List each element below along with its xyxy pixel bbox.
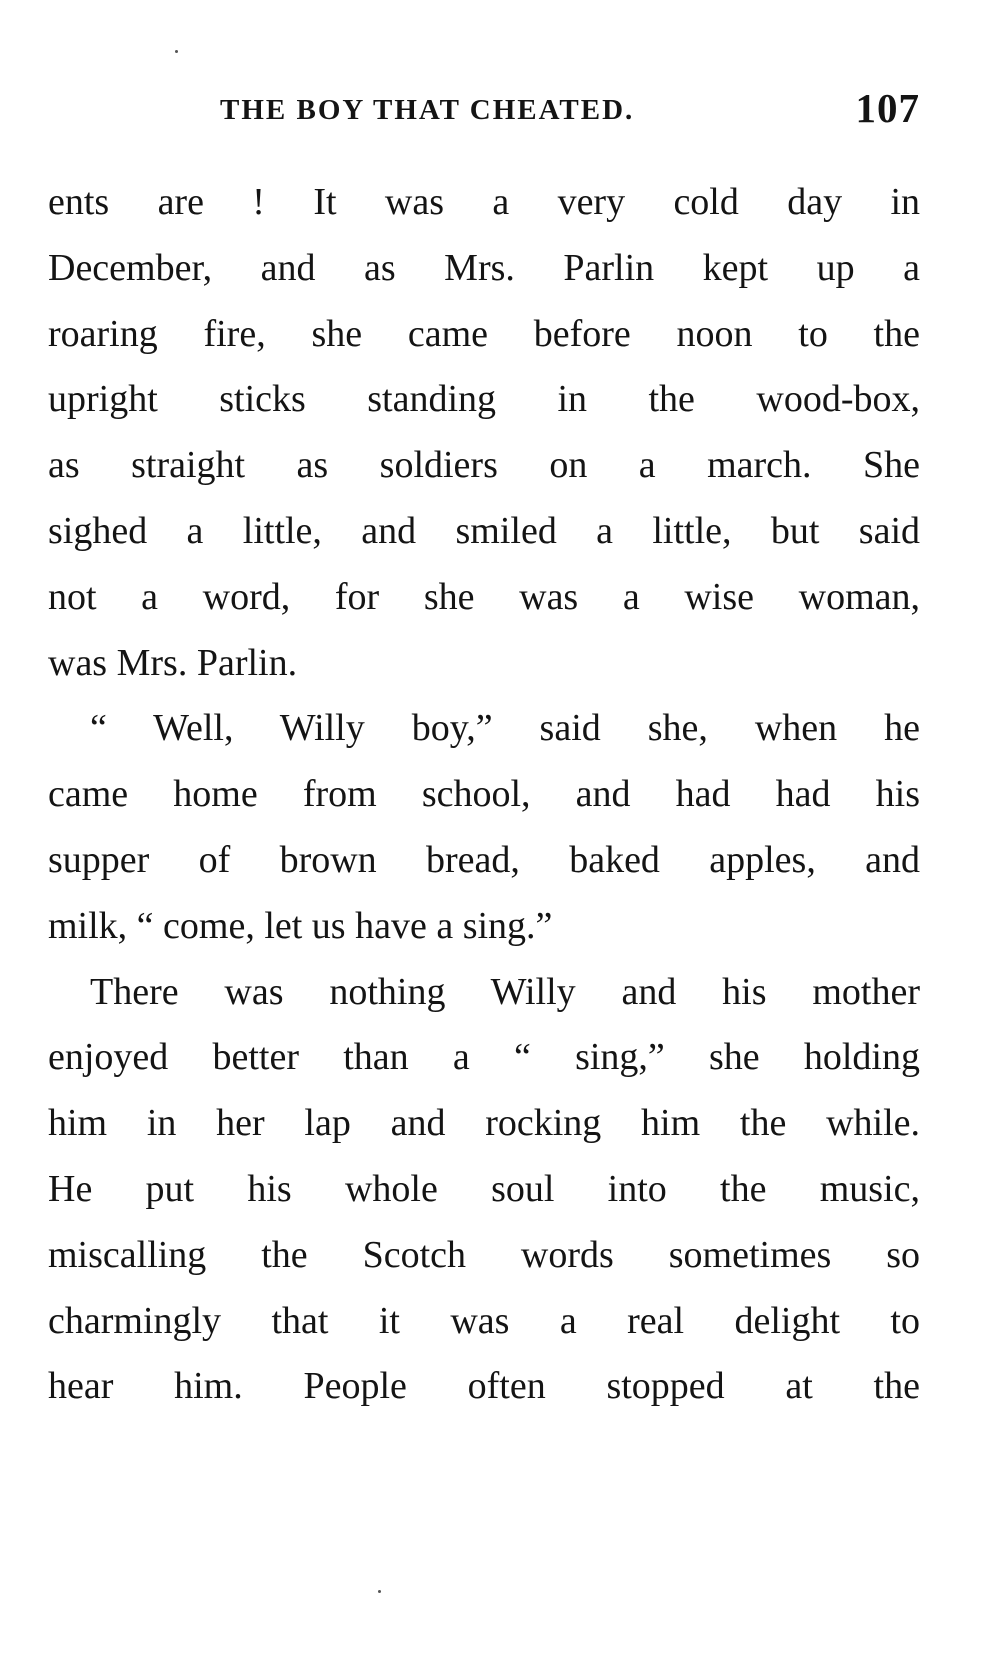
text-line: was Mrs. Parlin. [48, 641, 298, 684]
paragraph-first-line: “ Well, Willy boy,” said she, when he [90, 707, 920, 750]
text-line: as straight as soldiers on a march. She [48, 444, 920, 487]
text-line: upright sticks standing in the wood-box, [48, 378, 920, 421]
text-line: came home from school, and had had his [48, 773, 920, 816]
print-speck [175, 50, 178, 53]
text-line: enjoyed better than a “ sing,” she holding [48, 1036, 920, 1079]
paragraph-first-line: There was nothing Willy and his mother [90, 970, 920, 1013]
text-line: ents are ! It was a very cold day in [48, 181, 920, 223]
text-line: hear him. People often stopped at the [48, 1365, 920, 1408]
page-number: 107 [855, 85, 920, 131]
text-line: sighed a little, and smiled a little, but said [48, 509, 920, 552]
text-line: him in her lap and rocking him the while. [48, 1102, 920, 1145]
body-text [48, 176, 920, 1426]
text-line: milk, “ come, let us have a sing.” [48, 904, 553, 947]
text-line: December, and as Mrs. Parlin kept up a [48, 246, 920, 289]
text-line: not a word, for she was a wise woman, [48, 575, 920, 618]
text-line: He put his whole soul into the music, [48, 1167, 920, 1210]
running-head: THE BOY THAT CHEATED. [220, 94, 635, 126]
text-line: charmingly that it was a real delight to [48, 1299, 920, 1342]
text-line: miscalling the Scotch words sometimes so [48, 1233, 920, 1276]
text-line: supper of brown bread, baked apples, and [48, 838, 920, 881]
text-line: roaring fire, she came before noon to the [48, 312, 920, 355]
page-header [48, 84, 920, 134]
print-speck [378, 1590, 381, 1593]
